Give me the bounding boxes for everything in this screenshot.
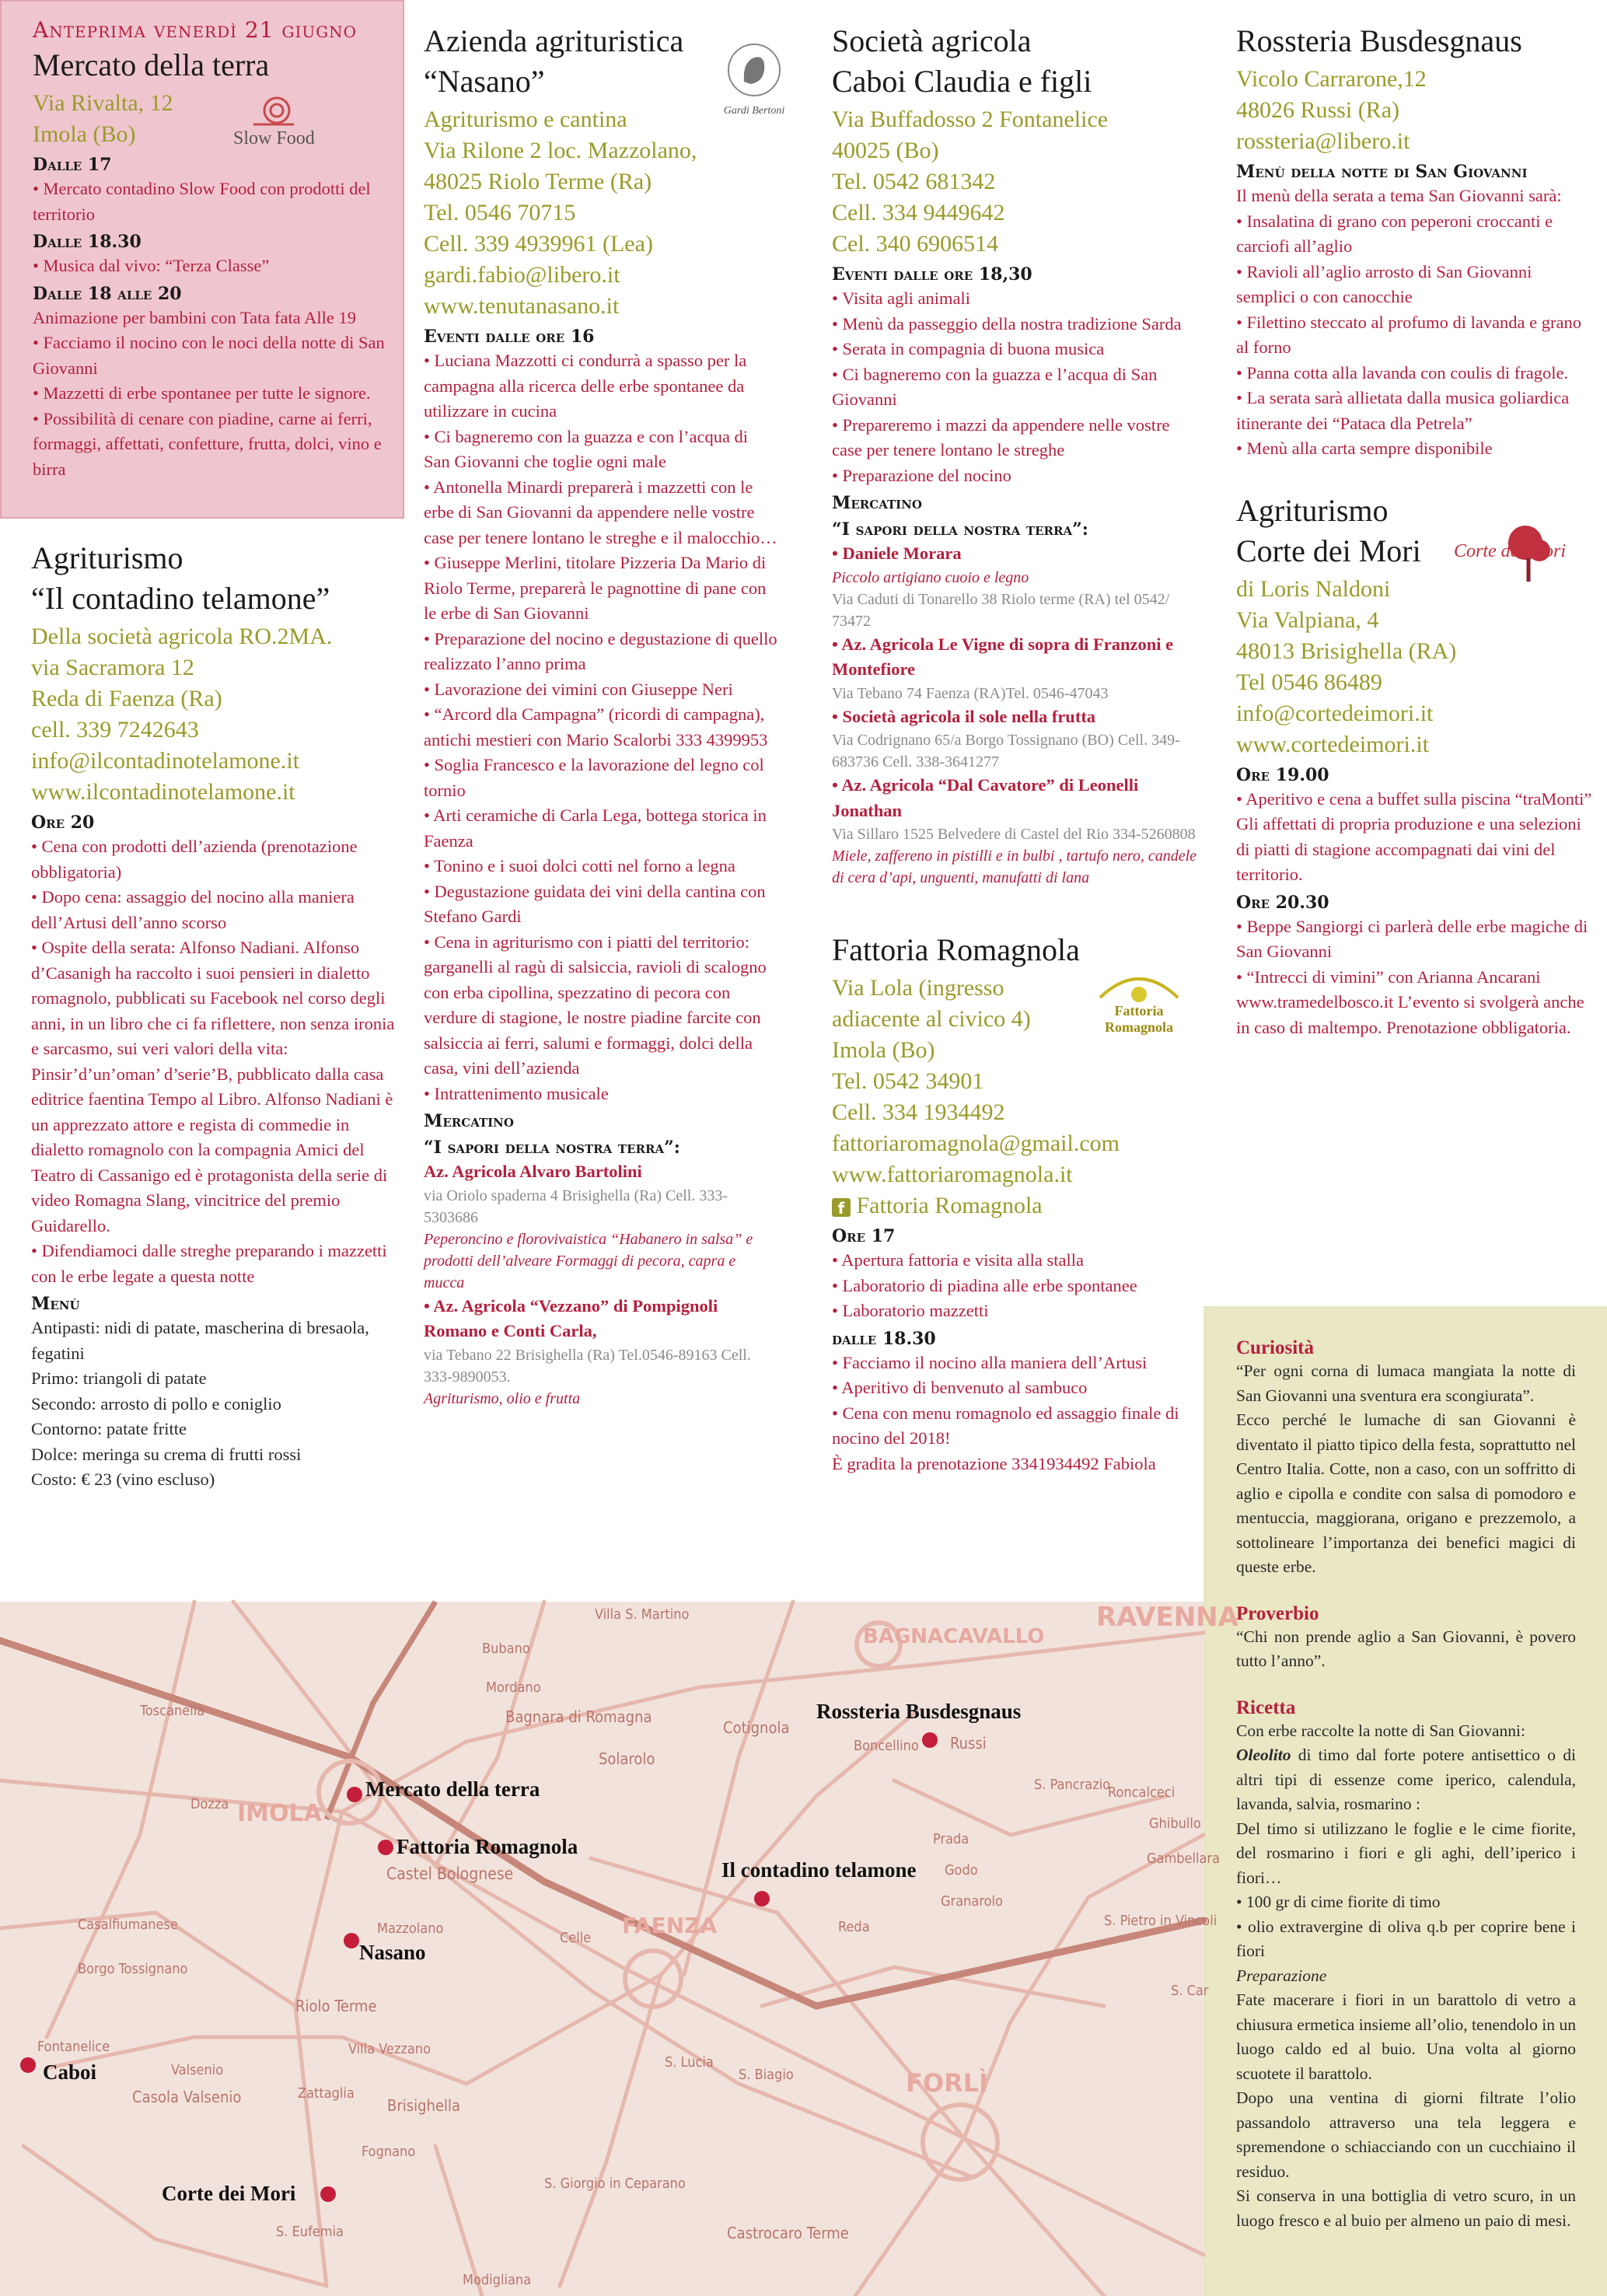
- map-city: BAGNACAVALLO: [863, 1625, 1045, 1648]
- pin-telamone[interactable]: [754, 1891, 770, 1906]
- snail-icon: [250, 93, 297, 128]
- mori-email[interactable]: info@cortedeimori.it: [1236, 700, 1434, 726]
- fattoria-info-1: Via Lola (ingresso: [832, 975, 1004, 1001]
- map-place: Castel Bolognese: [386, 1864, 514, 1883]
- nasano-info-4: Tel. 0546 70715: [424, 200, 576, 225]
- pin-label-caboi[interactable]: Caboi: [43, 2060, 97, 2084]
- column-1: [0, 0, 404, 1493]
- rossteria-email[interactable]: rossteria@libero.it: [1236, 128, 1410, 154]
- telamone-menu-3: Secondo: arrosto di pollo e coniglio: [31, 1393, 281, 1414]
- nasano-item-12: • Cena in agriturismo con i piatti del territorio: garganelli al ragù di salsiccia, ravioli di scalogno con erba cipollina, spezzatino di pecora con verdure di stagione, le nostre piadine farcite con salsiccia ai ferri, salumi e formaggi, dolci della casa, vini dell’azienda: [424, 931, 767, 1078]
- mori-title-2: Corte dei Mori: [1236, 533, 1421, 568]
- telamone-menu-6: Costo: € 23 (vino escluso): [31, 1470, 215, 1489]
- caboi-info-5: Cel. 340 6906514: [832, 231, 999, 257]
- mori-logo-text: Corte dei Mori: [1454, 540, 1566, 561]
- caboi-vendor-1-address: Via Caduti di Tonarello 38 Riolo terme (RA) tel 0542/ 73472: [832, 590, 1170, 630]
- nasano-item-9: • Arti ceramiche di Carla Lega, bottega storica in Faenza: [424, 806, 767, 851]
- nasano-title-2: “Nasano”: [424, 64, 545, 99]
- map-place: Celle: [560, 1930, 592, 1946]
- pin-label-rossteria[interactable]: Rossteria Busdesgnaus: [816, 1700, 1022, 1723]
- telamone-item-2: • Dopo cena: assaggio del nocino alla maniera dell’Artusi dell’anno scorso: [31, 887, 355, 932]
- nasano-vendor-1-desc: Peperoncino e florovivaistica “Habanero in salsa” e prodotti dell’alveare Formaggi di pecora, capra e mucca: [424, 1230, 753, 1291]
- nasano-info-2: Via Rilone 2 loc. Mazzolano,: [424, 138, 697, 163]
- mercato-address-2: Imola (Bo): [33, 121, 136, 147]
- nasano-item-11: • Degustazione guidata dei vini della cantina con Stefano Gardi: [424, 881, 766, 926]
- caboi-info-3: Tel. 0542 681342: [832, 169, 996, 194]
- nasano-email[interactable]: gardi.fabio@libero.it: [424, 262, 620, 288]
- caboi-title-1: Società agricola: [832, 23, 1032, 58]
- nasano-vendor-1-address: via Oriolo spaderna 4 Brisighella (Ra) Cell. 333-5303686: [424, 1186, 728, 1226]
- caboi-sapori-label: “I sapori della nostra terra”:: [832, 519, 1088, 540]
- map-place: Prada: [933, 1831, 969, 1847]
- info-box: [1204, 1306, 1607, 2296]
- mercato-time-2: Dalle 18.30: [33, 232, 141, 252]
- map-place: Fognano: [362, 2144, 416, 2160]
- nasano-info-5: Cell. 339 4939961 (Lea): [424, 231, 653, 257]
- map-place: S. Pancrazio: [1034, 1777, 1111, 1793]
- mercato-item-4: • Facciamo il nocino con le noci della notte di San Giovanni: [33, 333, 385, 378]
- mercato-item-5: • Mazzetti di erbe spontanee per tutte le signore.: [33, 383, 371, 403]
- pin-label-telamone[interactable]: Il contadino telamone: [721, 1858, 917, 1882]
- sun-icon: [1092, 965, 1186, 1004]
- map-place: Russi: [950, 1734, 987, 1753]
- mercato-item-2: • Musica dal vivo: “Terza Classe”: [33, 256, 270, 275]
- caboi-item-6: • Preparazione del nocino: [832, 465, 1011, 485]
- mori-info-2: Via Valpiana, 4: [1236, 606, 1379, 633]
- nasano-item-3: • Antonella Minardi preparerà i mazzetti con le erbe di San Giovanni da appendere nelle vostre case per tenere lontano le streghe e il malocchio…: [424, 477, 777, 547]
- fattoria-logo-text: Fattoria Romagnola: [1104, 1003, 1173, 1035]
- fattoria-info-5: Cell. 334 1934492: [832, 1099, 1005, 1125]
- rossteria-item-1: • Insalatina di grano con peperoni croccanti e carciofi all’aglio: [1236, 211, 1553, 256]
- preparazione-step-3: Si conserva in una bottiglia di vetro scuro, in un luogo fresco e al buio per almeno un paio di mesi.: [1236, 2186, 1576, 2230]
- fattoria-item-6: • Cena con menu romagnolo ed assaggio finale di nocino del 2018!: [832, 1403, 1179, 1448]
- fattoria-title: Fattoria Romagnola: [832, 932, 1080, 967]
- map-place: Riolo Terme: [295, 1997, 377, 2015]
- rossteria-title: Rossteria Busdesgnaus: [1236, 23, 1522, 58]
- pin-mercato[interactable]: [347, 1787, 362, 1802]
- fattoria-website[interactable]: www.fattoriaromagnola.it: [832, 1162, 1073, 1187]
- mori-info-3: 48013 Brisighella (RA): [1236, 638, 1457, 664]
- pin-fattoria[interactable]: [378, 1840, 393, 1855]
- facebook-icon: f: [832, 1198, 851, 1217]
- map-place: Villa Vezzano: [348, 2041, 431, 2057]
- ricetta-ingredient-2: • olio extravergine di oliva q.b per coprire bene i fiori: [1236, 1917, 1576, 1960]
- caboi-item-3: • Serata in compagnia di buona musica: [832, 339, 1105, 358]
- map-city: IMOLA: [237, 1800, 322, 1827]
- facebook-label: Fattoria Romagnola: [856, 1193, 1043, 1218]
- caboi-info-2: 40025 (Bo): [832, 138, 939, 163]
- caboi-events-label: Eventi dalle ore 18,30: [832, 264, 1032, 285]
- nasano-title-1: Azienda agrituristica: [424, 23, 684, 58]
- fattoria-logo: [1088, 965, 1190, 1036]
- ricetta-oleolito: [1236, 1743, 1576, 1817]
- fattoria-info-4: Tel. 0542 34901: [832, 1068, 984, 1094]
- telamone-menu-4: Contorno: patate fritte: [31, 1419, 187, 1438]
- telamone-item-3: • Ospite della serata: Alfonso Nadiani. Alfonso d’Casanigh ha raccolto i suoi pensieri in dialetto romagnolo, pubblicati su Facebook nel corso degli anni, in un libro che ci fa riflettere, non senza ironia e sarcasmo, sui veri valori della vita: Pinsir’d’un’oman’ d’serie’B, pubblicato dalla casa editrice faentina Tempo al Libro. Alfonso Nadiani è un apprezzato attore e regista di commedie in dialetto romagnolo con la compagnia Amici del Teatro di Cassanigo ed è protagonista della serie di video Romagna Slang, vincitrice del premio Guidarello.: [31, 938, 395, 1235]
- caboi-item-4: • Ci bagneremo con la guazza e l’acqua di San Giovanni: [832, 364, 1158, 409]
- nasano-vendor-2-name: • Az. Agricola “Vezzano” di Pompignoli Romano e Conti Carla,: [424, 1295, 718, 1340]
- ricetta-text-1: Del timo si utilizzano le foglie e le cime fiorite, del rosmarino i fiori e gli aghi, dell’iperico i fiori…: [1236, 1819, 1576, 1887]
- telamone-info-1: Della società agricola RO.2MA.: [31, 624, 333, 649]
- nasano-events-label: Eventi dalle ore 16: [424, 327, 595, 347]
- telamone-menu-5: Dolce: meringa su crema di frutti rossi: [31, 1444, 302, 1464]
- caboi-vendor-4-address: Via Sillaro 1525 Belvedere di Castel del Rio 334-5260808: [832, 826, 1196, 843]
- preparazione-step-2: Dopo una ventina di giorni filtrate l’olio passandolo attraverso una tela leggera e spremendone o schiacciando con un cucchiaino il residuo.: [1236, 2088, 1576, 2181]
- map-place: Brisighella: [387, 2096, 461, 2115]
- rossteria-menu-label: Menù della notte di San Giovanni: [1236, 162, 1528, 182]
- fattoria-facebook[interactable]: [832, 1190, 1197, 1221]
- fattoria-info-3: Imola (Bo): [832, 1037, 935, 1063]
- caboi-vendor-3-address: Via Codrignano 65/a Borgo Tossignano (BO) Cell. 349-683736 Cell. 338-3641277: [832, 732, 1180, 771]
- rossteria-item-5: • La serata sarà allietata dalla musica goliardica itinerante dei “Pataca dla Petrela”: [1236, 388, 1570, 433]
- fattoria-booking: È gradita la prenotazione 3341934492 Fabiola: [832, 1453, 1156, 1473]
- map-place: Villa S. Martino: [595, 1606, 690, 1623]
- map-place: Boncellino: [854, 1738, 919, 1754]
- map-city: RAVENNA: [1096, 1602, 1238, 1633]
- map-place: S. Giorgio in Ceparano: [544, 2175, 686, 2192]
- pin-label-nasano[interactable]: Nasano: [359, 1941, 426, 1964]
- map-place: S. Car: [1171, 1983, 1209, 1999]
- nasano-logo: [723, 39, 785, 124]
- slow-food-logo-text: Slow Food: [233, 128, 315, 149]
- telamone-email[interactable]: info@ilcontadinotelamone.it: [31, 748, 300, 774]
- mori-time-2: Ore 20.30: [1236, 892, 1329, 913]
- nasano-item-7: • “Arcord dla Campagna” (ricordi di campagna), antichi mestieri con Mario Scalorbi 333 4399953: [424, 704, 768, 750]
- ricetta-heading: Ricetta: [1236, 1697, 1296, 1718]
- rossteria-intro: Il menù della serata a tema San Giovanni sarà:: [1236, 186, 1562, 205]
- nasano-vendor-1-name: Az. Agricola Alvaro Bartolini: [424, 1162, 642, 1181]
- preparazione-heading: Preparazione: [1236, 1966, 1327, 1985]
- telamone-menu-2: Primo: triangoli di patate: [31, 1368, 207, 1388]
- telamone-info-2: via Sacramora 12: [31, 655, 194, 680]
- map-place: Dozza: [190, 1796, 229, 1812]
- map-place: S. Biagio: [739, 2067, 794, 2083]
- fattoria-item-2: • Laboratorio di piadina alle erbe spontanee: [832, 1275, 1137, 1295]
- nasano-vendor-2-desc: Agriturismo, olio e frutta: [424, 1389, 581, 1407]
- ricetta-intro: Con erbe raccolte la notte di San Giovanni:: [1236, 1721, 1525, 1740]
- caboi-title-2: Caboi Claudia e figli: [832, 64, 1092, 99]
- map-place: S. Pietro in Vincoli: [1104, 1913, 1217, 1929]
- nasano-item-1: • Luciana Mazzotti ci condurrà a spasso per la campagna alla ricerca delle erbe spontanee da utilizzare in cucina: [424, 351, 747, 421]
- mori-title-1: Agriturismo: [1236, 492, 1389, 528]
- telamone-title-1: Agriturismo: [31, 540, 183, 575]
- pin-label-mercato[interactable]: Mercato della terra: [365, 1777, 540, 1801]
- map-place: Borgo Tossignano: [78, 1961, 188, 1977]
- curiosita-heading: Curiosità: [1236, 1337, 1314, 1358]
- map-place: Mazzolano: [377, 1920, 444, 1937]
- map-place: Casola Valsenio: [132, 2088, 242, 2106]
- mercato-box: [0, 0, 404, 519]
- map-place: Castrocaro Terme: [727, 2224, 849, 2242]
- map-place: Fontanelice: [37, 2039, 110, 2055]
- telamone-menu-1: Antipasti: nidi di patate, mascherina di bresaola, fegatini: [31, 1318, 369, 1363]
- caboi-vendor-4-desc: Miele, zaffereno in pistilli e in bulbi , tartufo nero, candele di cera d’api, unguenti, manufatti di lana: [832, 847, 1197, 886]
- fattoria-item-5: • Aperitivo di benvenuto al sambuco: [832, 1378, 1088, 1397]
- curiosita-quote: “Per ogni corna di lumaca mangiata la notte di San Giovanni una sventura era scongiurata”.: [1236, 1361, 1576, 1405]
- map-place: Ghibullo: [1149, 1815, 1201, 1832]
- preview-label: Anteprima venerdì 21 giugno: [33, 17, 358, 43]
- mori-item-2: • Beppe Sangiorgi ci parlerà delle erbe magiche di San Giovanni: [1236, 916, 1588, 961]
- nasano-item-4: • Giuseppe Merlini, titolare Pizzeria Da Mario di Riolo Terme, preparerà le pagnottine di pane con le erbe di San Giovanni: [424, 553, 767, 623]
- telamone-menu-label: Menù: [31, 1294, 80, 1314]
- fattoria-time-2: dalle 18.30: [832, 1328, 936, 1349]
- telamone-info-4: cell. 339 7242643: [31, 717, 199, 743]
- rossteria-item-3: • Filettino steccato al profumo di lavanda e grano al forno: [1236, 312, 1581, 357]
- caboi-vendor-2-name: • Az. Agricola Le Vigne di sopra di Franzoni e Montefiore: [832, 634, 1174, 679]
- rossteria-info-2: 48026 Russi (Ra): [1236, 97, 1399, 123]
- map-place: Modigliana: [463, 2272, 532, 2288]
- map-place: Solarolo: [599, 1749, 655, 1768]
- mori-time-1: Ore 19.00: [1236, 764, 1329, 785]
- caboi-info-1: Via Buffadosso 2 Fontanelice: [832, 107, 1109, 132]
- nasano-info-3: 48025 Riolo Terme (Ra): [424, 169, 652, 194]
- nasano-website[interactable]: www.tenutanasano.it: [424, 293, 620, 319]
- caboi-item-5: • Prepareremo i mazzi da appendere nelle vostre case per tenere lontano le streghe: [832, 414, 1170, 460]
- mercato-item-6: • Possibilità di cenare con piadine, carne ai ferri, formaggi, affettati, confetture, frutta, dolci, vino e birra: [33, 408, 382, 479]
- map-place: Casalfiumanese: [78, 1917, 178, 1933]
- rossteria-info-1: Vicolo Carrarone,12: [1236, 66, 1427, 92]
- rossteria-item-4: • Panna cotta alla lavanda con coulis di fragole.: [1236, 362, 1569, 383]
- telamone-section: [0, 519, 404, 1493]
- caboi-item-1: • Visita agli animali: [832, 288, 970, 308]
- pin-label-corte-dei-mori[interactable]: Corte dei Mori: [162, 2182, 296, 2205]
- map-place: Bubano: [482, 1641, 530, 1657]
- curiosita-text: Ecco perché le lumache di san Giovanni è diventato il piatto tipico della festa, soprattutto nel Centro Italia. Cotte, non a caso, con un soffritto di aglio e cipolla e condite con salsa di pomodoro e mentuccia, maggiorana, origano e prezzemolo, a sottolineare l’importanza dei benefici magici di queste erbe.: [1236, 1410, 1576, 1576]
- nasano-mercatino-label: Mercatino: [424, 1111, 514, 1131]
- map-place: Godo: [945, 1862, 978, 1878]
- caboi-vendor-1-desc: Piccolo artigiano cuoio e legno: [832, 568, 1029, 586]
- caboi-vendor-4-name: • Az. Agricola “Dal Cavatore” di Leonelli Jonathan: [832, 775, 1139, 820]
- fattoria-item-4: • Facciamo il nocino alla maniera dell’Artusi: [832, 1352, 1148, 1372]
- map-place: Roncalceci: [1108, 1784, 1176, 1801]
- map-place: Cotignola: [723, 1718, 790, 1737]
- mori-item-3: • “Intrecci di vimini” con Arianna Ancarani www.tramedelbosco.it L’evento si svolgerà anche in caso di maltempo. Prenotazione obbligatoria.: [1236, 966, 1584, 1037]
- telamone-item-4: • Difendiamoci dalle streghe preparando i mazzetti con le erbe legate a questa notte: [31, 1241, 387, 1286]
- nasano-item-13: • Intrattenimento musicale: [424, 1083, 609, 1103]
- map-place: Mordano: [486, 1679, 541, 1696]
- map-place: Valsenio: [171, 2062, 224, 2078]
- rossteria-item-6: • Menù alla carta sempre disponibile: [1236, 439, 1493, 458]
- column-3: [832, 23, 1197, 1476]
- nasano-item-8: • Soglia Francesco e la lavorazione del legno col tornio: [424, 755, 764, 800]
- pin-caboi[interactable]: [20, 2057, 36, 2073]
- mercato-item-3: Animazione per bambini con Tata fata Alle 19: [33, 307, 356, 327]
- telamone-time-1: Ore 20: [31, 813, 95, 833]
- fattoria-time-1: Ore 17: [832, 1226, 896, 1246]
- map-place: Gambellara: [1147, 1850, 1220, 1867]
- map-main-highway: [0, 1641, 1204, 2006]
- mori-info-1: di Loris Naldoni: [1236, 575, 1391, 602]
- proverbio-heading: Proverbio: [1236, 1602, 1319, 1624]
- fattoria-info-2: adiacente al civico 4): [832, 1006, 1031, 1032]
- rooster-icon: [727, 39, 781, 101]
- nasano-info-1: Agriturismo e cantina: [424, 107, 627, 132]
- map-place: Granarolo: [941, 1893, 1003, 1910]
- oleolito-word: Oleolito: [1236, 1746, 1291, 1764]
- telamone-website[interactable]: www.ilcontadinotelamone.it: [31, 779, 295, 805]
- fattoria-item-1: • Apertura fattoria e visita alla stalla: [832, 1250, 1084, 1270]
- nasano-items: [424, 348, 777, 1106]
- pin-label-fattoria[interactable]: Fattoria Romagnola: [397, 1835, 578, 1858]
- caboi-info-4: Cell. 334 9449642: [832, 200, 1005, 225]
- mercato-address-1: Via Rivalta, 12: [33, 90, 173, 116]
- caboi-vendor-2-address: Via Tebano 74 Faenza (RA)Tel. 0546-47043: [832, 684, 1109, 702]
- caboi-item-2: • Menù da passeggio della nostra tradizione Sarda: [832, 313, 1182, 334]
- column-2: [424, 23, 785, 1410]
- ricetta-ingredient-1: • 100 gr di cime fiorite di timo: [1236, 1892, 1441, 1911]
- mori-info-4: Tel 0546 86489: [1236, 669, 1382, 695]
- preparazione-step-1: Fate macerare i fiori in un barattolo di vetro a chiusura ermetica insieme all’olio, tenendolo in un luogo caldo ed al buio. Una volta al giorno scuotete il barattolo.: [1236, 1990, 1576, 2083]
- map-city: FORLÌ: [906, 2068, 988, 2098]
- map-place: Toscanella: [140, 1703, 205, 1719]
- mori-item-1: • Aperitivo e cena a buffet sulla piscina “traMonti” Gli affettati di propria produzione e una selezioni di piatti di stagione accompagnati dai vini del territorio.: [1236, 788, 1592, 884]
- telamone-item-1: • Cena con prodotti dell’azienda (prenotazione obbligatoria): [31, 837, 358, 882]
- mori-logo: [1454, 519, 1566, 589]
- mercato-time-3: Dalle 18 alle 20: [33, 283, 182, 304]
- telamone-info-3: Reda di Faenza (Ra): [31, 686, 222, 711]
- map-place: Bagnara di Romagna: [505, 1707, 652, 1726]
- slow-food-logo: [233, 93, 315, 149]
- caboi-mercatino-label: Mercatino: [832, 493, 922, 513]
- nasano-item-10: • Tonino e i suoi dolci cotti nel forno a legna: [424, 856, 735, 875]
- map-place: Zattaglia: [298, 2085, 355, 2102]
- pin-rossteria[interactable]: [922, 1732, 938, 1748]
- map-place: S. Eufemia: [276, 2224, 344, 2240]
- fattoria-email[interactable]: fattoriaromagnola@gmail.com: [832, 1131, 1120, 1156]
- nasano-sapori-label: “I sapori della nostra terra”:: [424, 1138, 680, 1158]
- mercato-title: Mercato della terra: [33, 47, 270, 82]
- nasano-logo-text: Gardi Bertoni: [723, 105, 785, 117]
- proverbio-text: “Chi non prende aglio a San Giovanni, è povero tutto l’anno”.: [1236, 1627, 1576, 1670]
- mori-website[interactable]: www.cortedeimori.it: [1236, 731, 1429, 757]
- fattoria-item-3: • Laboratorio mazzetti: [832, 1301, 989, 1320]
- map-place: S. Lucia: [665, 2054, 714, 2071]
- oleolito-desc: di timo dal forte potere antisettico o di altri tipi di essenze come iperico, calendula, lavanda, salvia, rosmarino :: [1236, 1746, 1576, 1813]
- map-place: Reda: [838, 1919, 870, 1935]
- caboi-vendor-1-name: • Daniele Morara: [832, 543, 962, 563]
- column-4: [1236, 23, 1594, 1040]
- mercato-item-1: • Mercato contadino Slow Food con prodotti del territorio: [33, 179, 371, 224]
- caboi-vendor-3-name: • Società agricola il sole nella frutta: [832, 706, 1096, 726]
- map-city: FAENZA: [622, 1913, 718, 1938]
- nasano-item-6: • Lavorazione dei vimini con Giuseppe Neri: [424, 679, 733, 699]
- nasano-item-5: • Preparazione del nocino e degustazione di quello realizzato l’anno prima: [424, 628, 777, 673]
- telamone-title-2: “Il contadino telamone”: [31, 581, 330, 616]
- nasano-vendor-2-address: via Tebano 22 Brisighella (Ra) Tel.0546-89163 Cell. 333-9890053.: [424, 1346, 751, 1386]
- nasano-item-2: • Ci bagneremo con la guazza e con l’acqua di San Giovanni che toglie ogni male: [424, 426, 749, 471]
- pin-nasano[interactable]: [344, 1933, 359, 1948]
- mercato-time-1: Dalle 17: [33, 155, 112, 175]
- pin-corte-dei-mori[interactable]: [320, 2186, 336, 2202]
- rossteria-item-2: • Ravioli all’aglio arrosto di San Giovanni semplici o con canocchie: [1236, 261, 1532, 306]
- area-map: [0, 1602, 1238, 2296]
